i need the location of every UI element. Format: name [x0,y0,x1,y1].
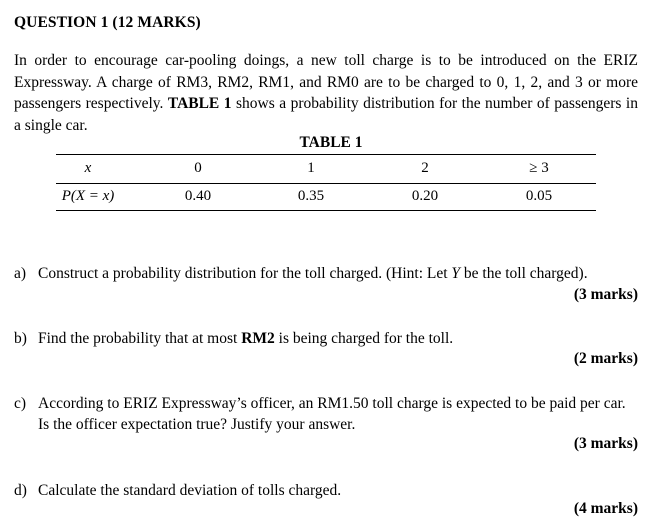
table-title: TABLE 1 [299,134,363,151]
row-x-label: x [84,160,92,176]
question-heading: QUESTION 1 (12 MARKS) [14,14,201,31]
prob-value-0: 0.40 [184,188,212,204]
question-a-text [38,263,638,284]
question-d-label: d) [14,482,27,499]
table-middle-rule [56,183,596,184]
intro-text-2: shows a probability distribution for the number of passengers in a single car. [14,95,638,134]
table-bottom-rule [56,210,596,211]
question-d-marks: (4 marks) [573,500,638,517]
x-value-2: 2 [421,160,429,176]
intro-paragraph [14,50,638,136]
question-c-text: According to ERIZ Expressway’s officer, an RM1.50 toll charge is expected to be paid per car. Is the officer expectation true? Justify your answer. [38,395,626,433]
question-a-variable: Y [451,265,461,282]
x-value-1: 1 [307,160,315,176]
intro-table-ref: TABLE 1 [167,95,232,112]
prob-value-3: 0.05 [525,188,553,204]
x-value-0: 0 [194,160,202,176]
question-a-marks: (3 marks) [573,286,638,303]
question-c-label: c) [14,395,27,412]
intro-text-1: In order to encourage car-pooling doings, a new toll charge is to be introduced on the ERIZ Expressway. A charge of RM3, RM2, RM1, and RM0 are to be charged to 0, 1, 2, and 3 or more passengers respectively. [14,52,638,112]
question-b-text-after: is being charged for the toll. [274,330,454,347]
question-b-text-before: Find the probability that at most [38,330,242,347]
row-prob-label: P(X = x) [61,188,115,204]
question-c-marks: (3 marks) [573,435,638,452]
question-b-bold: RM2 [241,330,275,347]
prob-value-1: 0.35 [297,188,325,204]
question-a-text-after: be the toll charged). [460,265,588,282]
question-a-label: a) [14,265,27,282]
table-top-rule [56,154,596,155]
prob-value-2: 0.20 [411,188,439,204]
x-value-3: ≥ 3 [529,160,549,176]
question-a-text-before: Construct a probability distribution for the toll charged. (Hint: Let [38,265,452,282]
question-d-text: Calculate the standard deviation of tolls charged. [38,482,342,499]
question-b-marks: (2 marks) [573,350,638,367]
question-b-label: b) [14,330,27,347]
question-b-text [38,328,638,349]
